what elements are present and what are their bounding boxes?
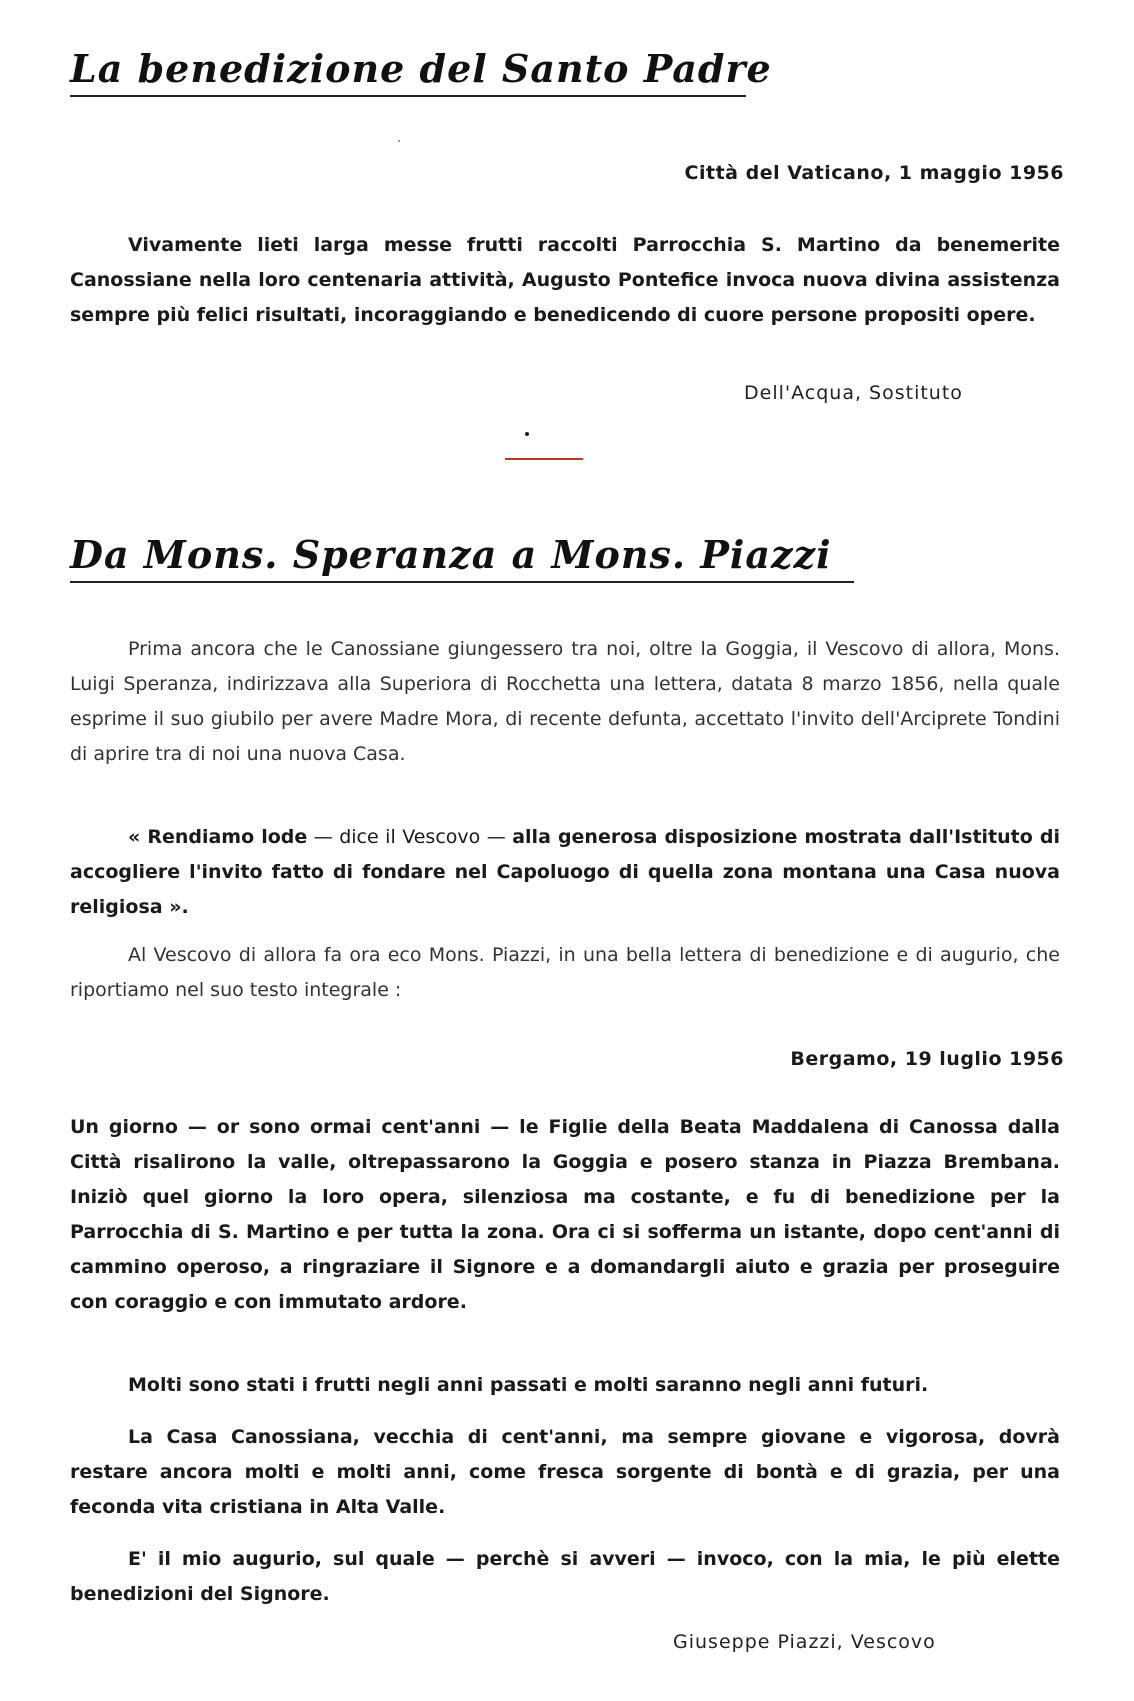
section2-title: Da Mons. Speranza a Mons. Piazzi (70, 532, 854, 583)
section2-transition: Al Vescovo di allora fa ora eco Mons. Piazzi, in una bella lettera di benedizione e di augurio, che riportiamo nel suo testo integrale : (70, 944, 1060, 1001)
quote-opening: « Rendiamo lode (128, 826, 308, 848)
section1-dateline: Città del Vaticano, 1 maggio 1956 (684, 162, 1064, 184)
section2-dateline: Bergamo, 19 luglio 1956 (790, 1048, 1064, 1070)
section2-signature: Giuseppe Piazzi, Vescovo (673, 1631, 936, 1653)
speck (398, 140, 400, 142)
letter-paragraph-2: Molti sono stati i frutti negli anni passati e molti saranno negli anni futuri. (128, 1374, 929, 1396)
section1-body: Vivamente lieti larga messe frutti raccolti Parrocchia S. Martino da benemerite Canossiane nella loro centenaria attività, Augusto Pontefice invoca nuova divina assistenza sempre più felici risultati, incoraggiando e benedicendo di cuore persone propositi opere. (70, 234, 1060, 326)
section2-quote (70, 820, 1060, 925)
section2-intro: Prima ancora che le Canossiane giungessero tra noi, oltre la Goggia, il Vescovo di allora, Mons. Luigi Speranza, indirizzava alla Superiora di Rocchetta una lettera, datata 8 marzo 1856, nella quale esprime il suo giubilo per avere Madre Mora, di recente defunta, accettato l'invito dell'Arciprete Tondini di aprire tra di noi una nuova Casa. (70, 638, 1060, 765)
section-divider (505, 458, 583, 460)
section1-signature: Dell'Acqua, Sostituto (744, 382, 963, 404)
quote-attribution: — dice il Vescovo — (307, 826, 513, 848)
divider-dot (525, 432, 529, 436)
letter-paragraph-4: E' il mio augurio, sul quale — perchè si avveri — invoco, con la mia, le più elette benedizioni del Signore. (70, 1548, 1060, 1605)
letter-paragraph-1: Un giorno — or sono ormai cent'anni — le Figlie della Beata Maddalena di Canossa dalla Città risalirono la valle, oltrepassarono la Goggia e posero stanza in Piazza Brembana. Iniziò quel giorno la loro opera, silenziosa ma costante, e fu di benedizione per la Parrocchia di S. Martino e per tutta la zona. Ora ci si sofferma un istante, dopo cent'anni di cammino operoso, a ringraziare il Signore e a domandargli aiuto e grazia per proseguire con coraggio e con immutato ardore. (70, 1116, 1060, 1313)
letter-paragraph-3: La Casa Canossiana, vecchia di cent'anni, ma sempre giovane e vigorosa, dovrà restare ancora molti e molti anni, come fresca sorgente di bontà e di grazia, per una feconda vita cristiana in Alta Valle. (70, 1426, 1060, 1518)
quote-text: alla generosa disposizione mostrata dall'Istituto di accogliere l'invito fatto di fondare nel Capoluogo di quella zona montana una Casa nuova religiosa ». (70, 826, 1060, 918)
section1-title: La benedizione del Santo Padre (70, 46, 746, 97)
